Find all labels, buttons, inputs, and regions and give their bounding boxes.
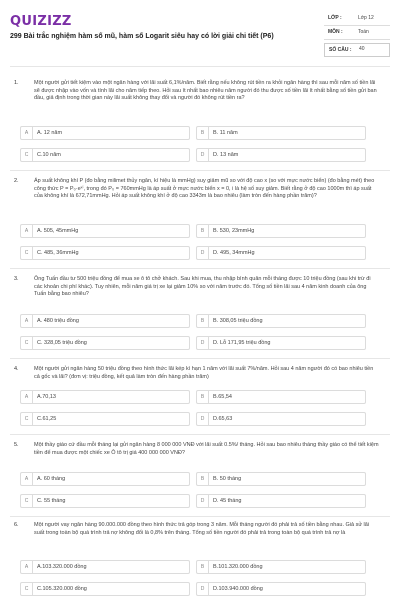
option-letter-box: B xyxy=(197,391,209,403)
meta-row-grade xyxy=(324,12,390,26)
option-text: C.61,25 xyxy=(37,416,57,422)
q3-option-c[interactable] xyxy=(20,336,190,350)
q6-option-a[interactable] xyxy=(20,560,190,574)
option-text: A. 505, 45mmHg xyxy=(37,228,79,234)
q3-option-d[interactable] xyxy=(196,336,366,350)
option-text: C. 328,05 triệu đồng xyxy=(37,340,87,346)
option-letter-box: C xyxy=(21,495,33,507)
meta-value-subject: Toán xyxy=(358,29,369,35)
option-text: A. 12 năm xyxy=(37,130,63,136)
question-text: Một người gửi ngân hàng 50 triệu đồng theo hình thức lãi kép kì hạn 1 năm với lãi suất 7%/năm. Hỏi sau 4 năm người đó có bao nhiêu tiền cả gốc và lãi? (đơn vị: triệu đồng, kết quả làm tròn đến hàng phần trăm) xyxy=(34,366,374,380)
meta-value-count: 40 xyxy=(359,46,365,52)
option-letter-box: D xyxy=(197,495,209,507)
q1-option-b[interactable] xyxy=(196,126,366,140)
option-letter-box: A xyxy=(21,473,33,485)
option-letter-box: B xyxy=(197,315,209,327)
question-number: 2. xyxy=(14,178,19,184)
option-text: B.101.320.000 đồng xyxy=(213,564,263,570)
option-text: C.105.320.000 đồng xyxy=(37,586,87,592)
question-number: 1. xyxy=(14,80,19,86)
option-letter-box: A xyxy=(21,391,33,403)
option-letter-box: B xyxy=(197,225,209,237)
option-text: D. 13 năm xyxy=(213,152,239,158)
question-text: Một người gửi tiết kiệm vào một ngân hàng với lãi suất 6,1%/năm. Biết rằng nếu không rút tiền ra khỏi ngân hàng thì sau mỗi năm số tiền lãi sẽ được nhập vào vốn và tính lãi cho năm tiếp theo. Hỏi sau ít nhất bao nhiêu năm người đó thu được số tiền lãi ít nhất bằng số tiền gửi ban đầu, giả định trong thời gian này lãi suất không thay đổi và người đó không rút tiền ra? xyxy=(34,80,377,102)
question-divider xyxy=(10,268,390,269)
option-letter-box: D xyxy=(197,337,209,349)
q4-option-d[interactable] xyxy=(196,412,366,426)
option-text: A.103.320.000 đồng xyxy=(37,564,87,570)
option-letter-box: B xyxy=(197,473,209,485)
option-text: B. 530, 23mmHg xyxy=(213,228,255,234)
q2-option-a[interactable] xyxy=(20,224,190,238)
option-letter-box: B xyxy=(197,561,209,573)
q4-option-c[interactable] xyxy=(20,412,190,426)
meta-panel xyxy=(324,12,390,57)
meta-value-grade: Lớp 12 xyxy=(358,15,374,21)
question-divider xyxy=(10,434,390,435)
option-letter-box: C xyxy=(21,247,33,259)
question-number: 3. xyxy=(14,276,19,282)
option-text: B. 11 năm xyxy=(213,130,238,136)
option-text: C. 55 tháng xyxy=(37,498,66,504)
option-letter-box: D xyxy=(197,149,209,161)
option-text: B. 308,05 triệu đồng xyxy=(213,318,263,324)
question-divider xyxy=(10,516,390,517)
option-text: A. 480 triệu đồng xyxy=(37,318,79,324)
q2-option-c[interactable] xyxy=(20,246,190,260)
q6-option-b[interactable] xyxy=(196,560,366,574)
option-text: D. 495, 34mmHg xyxy=(213,250,255,256)
question-text: Một thầy giáo cứ đầu mỗi tháng lại gửi ngân hàng 8 000 000 VNĐ với lãi suất 0.5%/ tháng. Hỏi sau bao nhiêu tháng thầy giáo có thể tiết kiệm tiền để mua được một chiếc xe Ô tô trị giá 400 000 000 VNĐ? xyxy=(34,442,379,456)
option-letter-box: B xyxy=(197,127,209,139)
q2-option-b[interactable] xyxy=(196,224,366,238)
question-number: 5. xyxy=(14,442,19,448)
meta-label-count: SỐ CÂU : xyxy=(329,47,352,53)
meta-label-subject: MÔN : xyxy=(328,29,343,35)
option-letter-box: A xyxy=(21,561,33,573)
page-title: 299 Bài trắc nghiệm hàm số mũ, hàm số Logarit siêu hay có lời giải chi tiết (P6) xyxy=(10,33,274,40)
option-letter-box: C xyxy=(21,413,33,425)
option-text: D.103.940.000 đồng xyxy=(213,586,263,592)
q1-option-d[interactable] xyxy=(196,148,366,162)
header-divider xyxy=(10,66,390,67)
option-text: B. 50 tháng xyxy=(213,476,242,482)
question-text: Ông Tuấn đầu tư 500 triệu đồng để mua xe ô tô chở khách. Sau khi mua, thu nhập bình quân mỗi tháng được 10 triệu đồng (sau khi trừ đi các khoản chi phí khác). Tuy nhiên, mỗi năm giá trị xe lại giảm 10% so với năm trước đó. Tổng số tiền lãi sau 4 năm kinh doanh của ông Tuấn bằng bao nhiêu? xyxy=(34,276,371,298)
q3-option-b[interactable] xyxy=(196,314,366,328)
question-divider xyxy=(10,170,390,171)
q5-option-d[interactable] xyxy=(196,494,366,508)
option-letter-box: A xyxy=(21,127,33,139)
quizizz-logo: QUIZIZZ xyxy=(10,14,72,29)
option-text: C.10 năm xyxy=(37,152,61,158)
q2-option-d[interactable] xyxy=(196,246,366,260)
q5-option-a[interactable] xyxy=(20,472,190,486)
q1-option-c[interactable] xyxy=(20,148,190,162)
question-number: 4. xyxy=(14,366,19,372)
option-text: D.65,63 xyxy=(213,416,233,422)
q4-option-b[interactable] xyxy=(196,390,366,404)
option-letter-box: C xyxy=(21,583,33,595)
option-letter-box: A xyxy=(21,315,33,327)
question-divider xyxy=(10,358,390,359)
meta-label-grade: LỚP : xyxy=(328,15,342,21)
q4-option-a[interactable] xyxy=(20,390,190,404)
option-text: D. Lỗ 171,95 triệu đồng xyxy=(213,340,271,346)
q6-option-c[interactable] xyxy=(20,582,190,596)
option-letter-box: C xyxy=(21,337,33,349)
option-text: A. 60 tháng xyxy=(37,476,66,482)
meta-row-subject xyxy=(324,26,390,40)
option-text: D. 45 tháng xyxy=(213,498,242,504)
option-letter-box: D xyxy=(197,583,209,595)
question-text: Một người vay ngân hàng 90.000.000 đồng theo hình thức trả góp trong 3 năm. Mỗi tháng người đó phải trả số tiền bằng nhau. Giả sử lãi suất trong toàn bộ quá trình trả nợ không đổi là 0,8% trên tháng. Tổng số tiền người đó phải trả trong toàn bộ quá trình trả nợ là xyxy=(34,522,370,536)
q5-option-c[interactable] xyxy=(20,494,190,508)
q5-option-b[interactable] xyxy=(196,472,366,486)
option-letter-box: D xyxy=(197,413,209,425)
option-letter-box: A xyxy=(21,225,33,237)
q6-option-d[interactable] xyxy=(196,582,366,596)
meta-row-count xyxy=(324,43,390,57)
question-text: Áp suất không khí P (đo bằng milimet thủy ngân, kí hiệu là mmHg) suy giảm mũ so với độ cao x (so với mực nước biển) (đo bằng mét) theo công thức P = P₀·eˣⁱ, trong đó P₀ = 760mmHg là áp suất ở mực nước biển x = 0, i là hệ số suy giảm. Biết rằng ở độ cao 1000m thì áp suất của không khí là 672,71mmHg. Hỏi áp suất không khí ở độ cao 3343m là bao nhiêu (làm tròn đến hàng phần trăm)? xyxy=(34,178,375,200)
option-text: C. 485, 36mmHg xyxy=(37,250,79,256)
q1-option-a[interactable] xyxy=(20,126,190,140)
option-letter-box: D xyxy=(197,247,209,259)
option-text: A.70,13 xyxy=(37,394,56,400)
option-text: B.65,54 xyxy=(213,394,232,400)
option-letter-box: C xyxy=(21,149,33,161)
q3-option-a[interactable] xyxy=(20,314,190,328)
question-number: 6. xyxy=(14,522,19,528)
